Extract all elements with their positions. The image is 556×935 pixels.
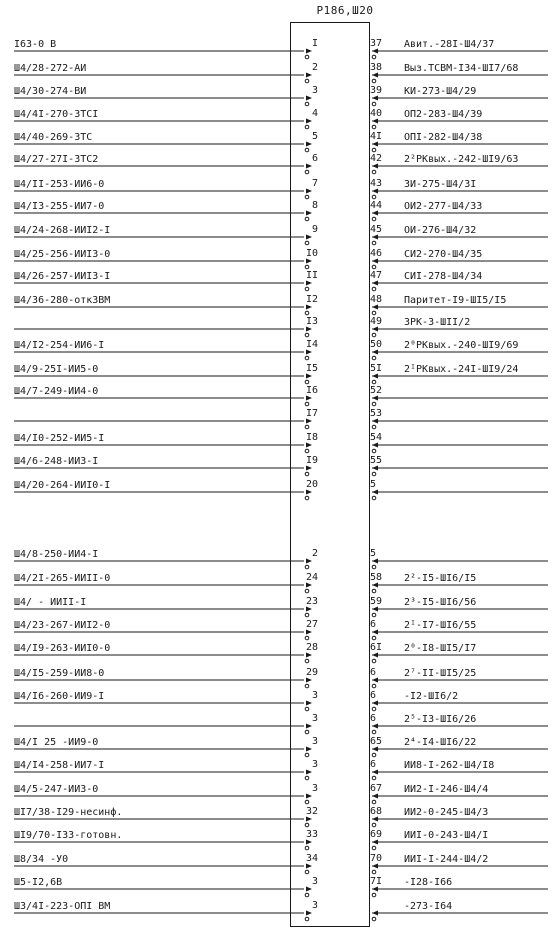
left-pin-dot	[305, 846, 309, 850]
left-pin-dot	[305, 102, 309, 106]
left-wire-label: Ш8/34 -У0	[14, 854, 69, 865]
right-wire-label: ИИ2-I-246-Ш4/4	[404, 784, 489, 795]
right-pin-number: 49	[370, 316, 383, 327]
left-wire-label: Ш4/I3-255-ИИ7-0	[14, 201, 105, 212]
left-wire-label: Ш4/II-253-ИИ6-0	[14, 179, 105, 190]
left-pin-dot	[305, 472, 309, 476]
right-pin-dot	[372, 79, 376, 83]
right-pin-number: 42	[370, 153, 383, 164]
right-wire-label: ИИI-0-243-Ш4/I	[404, 830, 489, 841]
left-pin-dot	[305, 311, 309, 315]
left-wire-label: Ш4/I9-263-ИИI0-0	[14, 643, 111, 654]
left-pin-dot	[305, 613, 309, 617]
right-pin-number: 38	[370, 62, 383, 73]
right-pin-number: 6	[370, 713, 377, 724]
left-pin-number: 3	[311, 713, 318, 724]
left-wire-label: Ш4/27-27I-ЗТС2	[14, 154, 99, 165]
right-wire-label: -I2-ШI6/2	[404, 691, 459, 702]
right-wire-label: 2⁵-I3-ШI6/26	[404, 714, 477, 725]
left-pin-dot	[305, 333, 309, 337]
left-wire-label: Ш3/4I-223-ОПI ВМ	[14, 901, 111, 912]
right-arrow	[372, 911, 378, 916]
right-pin-number: 4I	[370, 131, 383, 142]
right-pin-dot	[372, 170, 376, 174]
right-wire-label: 2²-I5-ШI6/I5	[404, 573, 477, 584]
right-pin-dot	[372, 241, 376, 245]
left-pin-dot	[305, 380, 309, 384]
left-pin-dot	[305, 893, 309, 897]
right-pin-number: 40	[370, 108, 383, 119]
left-pin-dot	[305, 287, 309, 291]
left-wire-label: Ш4/7-249-ИИ4-0	[14, 386, 99, 397]
right-pin-dot	[372, 707, 376, 711]
left-pin-dot	[305, 565, 309, 569]
left-pin-number: 34	[305, 853, 318, 864]
right-wire-label: -I28-I66	[404, 877, 453, 888]
right-wire-label: 2²РКвых.-242-ШI9/63	[404, 154, 519, 165]
right-pin-dot	[372, 565, 376, 569]
right-pin-dot	[372, 380, 376, 384]
connector-title: Р186,Ш20	[316, 4, 374, 17]
right-wire-label: 2⁴-I4-ШI6/22	[404, 737, 477, 748]
right-wire-label: КИ-273-Ш4/29	[404, 86, 477, 97]
right-pin-dot	[372, 195, 376, 199]
left-pin-dot	[305, 823, 309, 827]
right-pin-dot	[372, 125, 376, 129]
left-pin-number: 33	[305, 829, 318, 840]
right-pin-number: 43	[370, 178, 383, 189]
right-pin-dot	[372, 55, 376, 59]
left-wire-label: Ш5-I2,6В	[14, 877, 63, 888]
right-pin-dot	[372, 287, 376, 291]
left-pin-number: I	[311, 38, 318, 49]
left-pin-number: 28	[305, 642, 318, 653]
left-wire-label: Ш4/25-256-ИИI3-0	[14, 249, 111, 260]
left-pin-number: 6	[311, 153, 318, 164]
right-wire-label: -273-I64	[404, 901, 453, 912]
right-pin-dot	[372, 800, 376, 804]
left-pin-dot	[305, 730, 309, 734]
right-wire-label: Выз.ТСВМ-I34-ШI7/68	[404, 63, 519, 74]
right-wire-label: ИИI-I-244-Ш4/2	[404, 854, 489, 865]
left-wire-label: Ш4/24-268-ИИI2-I	[14, 225, 111, 236]
left-wire-label: Ш4/8-250-ИИ4-I	[14, 549, 99, 560]
left-pin-dot	[305, 636, 309, 640]
left-wire-label: Ш4/I5-259-ИИ8-0	[14, 668, 105, 679]
right-pin-number: 65	[370, 736, 383, 747]
left-pin-number: 23	[305, 596, 318, 607]
right-pin-dot	[372, 311, 376, 315]
left-pin-number: I6	[305, 385, 318, 396]
right-pin-number: 67	[370, 783, 383, 794]
right-wire-label: СИI-278-Ш4/34	[404, 271, 483, 282]
left-pin-number: 3	[311, 783, 318, 794]
left-wire-label: Ш4/20-264-ИИI0-I	[14, 480, 111, 491]
left-wire-label: Ш4/9-25I-ИИ5-0	[14, 364, 99, 375]
left-pin-number: I0	[305, 248, 318, 259]
right-pin-number: 39	[370, 85, 383, 96]
right-pin-dot	[372, 917, 376, 921]
left-pin-number: 2	[311, 62, 318, 73]
right-wire-label: 2ᴵ-I7-ШI6/55	[404, 620, 477, 631]
left-pin-number: 3	[311, 876, 318, 887]
left-pin-number: 32	[305, 806, 318, 817]
right-pin-dot	[372, 893, 376, 897]
right-wire-label: Авит.-28I-Ш4/37	[404, 39, 495, 50]
left-pin-dot	[305, 402, 309, 406]
right-pin-number: 52	[370, 385, 383, 396]
right-wire-label: ЗИ-275-Ш4/3I	[404, 179, 477, 190]
left-pin-number: 8	[311, 200, 318, 211]
right-pin-dot	[372, 846, 376, 850]
left-pin-dot	[305, 265, 309, 269]
left-wire-label: Ш4/36-280-откЗВМ	[14, 295, 111, 306]
right-pin-dot	[372, 102, 376, 106]
right-pin-number: 70	[370, 853, 383, 864]
right-wire-label: ЗРК-3-ШII/2	[404, 317, 471, 328]
right-pin-number: 45	[370, 224, 383, 235]
left-pin-dot	[305, 195, 309, 199]
left-pin-dot	[305, 449, 309, 453]
left-pin-dot	[305, 589, 309, 593]
right-wire-label: 2⁰-I8-ШI5/I7	[404, 643, 477, 654]
left-wire-label: ШI7/38-I29-несинф.	[14, 807, 123, 818]
right-pin-number: 5I	[370, 363, 383, 374]
left-wire-label: Ш4/I6-260-ИИ9-I	[14, 691, 105, 702]
right-pin-number: 6I	[370, 642, 383, 653]
left-pin-number: II	[305, 270, 318, 281]
right-pin-number: 5	[370, 479, 377, 490]
left-pin-dot	[305, 425, 309, 429]
left-pin-number: I3	[305, 316, 318, 327]
right-pin-number: 55	[370, 455, 383, 466]
right-pin-dot	[372, 265, 376, 269]
left-pin-dot	[305, 659, 309, 663]
left-pin-number: 24	[305, 572, 318, 583]
right-pin-dot	[372, 496, 376, 500]
right-pin-dot	[372, 356, 376, 360]
right-pin-number: 48	[370, 294, 383, 305]
left-wire-label: Ш4/I 25 -ИИ9-0	[14, 737, 99, 748]
right-pin-dot	[372, 684, 376, 688]
right-pin-number: 54	[370, 432, 383, 443]
right-pin-dot	[372, 425, 376, 429]
right-pin-number: 58	[370, 572, 383, 583]
right-pin-dot	[372, 823, 376, 827]
left-pin-dot	[305, 170, 309, 174]
right-wire-label: 2ᴵРКвых.-24I-ШI9/24	[404, 364, 519, 375]
left-pin-number: 3	[311, 690, 318, 701]
left-pin-dot	[305, 356, 309, 360]
right-wire-label: ОИ2-277-Ш4/33	[404, 201, 483, 212]
left-pin-number: 3	[311, 85, 318, 96]
right-pin-number: 59	[370, 596, 383, 607]
right-pin-number: 46	[370, 248, 383, 259]
right-pin-number: 47	[370, 270, 383, 281]
right-wire-label: ОИ-276-Ш4/32	[404, 225, 477, 236]
right-pin-number: 37	[370, 38, 383, 49]
right-pin-dot	[372, 333, 376, 337]
left-pin-number: 29	[305, 667, 318, 678]
left-pin-dot	[305, 707, 309, 711]
left-pin-number: I5	[305, 363, 318, 374]
right-wire-label: 2³-I5-ШI6/56	[404, 597, 477, 608]
left-pin-number: 2	[311, 548, 318, 559]
right-pin-dot	[372, 730, 376, 734]
right-pin-dot	[372, 753, 376, 757]
left-pin-dot	[305, 800, 309, 804]
left-wire-label: Ш4/I2-254-ИИ6-I	[14, 340, 105, 351]
left-pin-number: 7	[311, 178, 318, 189]
left-wire-label: ШI9/70-I33-готовн.	[14, 830, 123, 841]
right-pin-dot	[372, 402, 376, 406]
right-pin-number: 7I	[370, 876, 383, 887]
left-pin-number: 4	[311, 108, 318, 119]
right-wire-label: ОП2-283-Ш4/39	[404, 109, 483, 120]
right-pin-dot	[372, 659, 376, 663]
right-pin-number: 6	[370, 759, 377, 770]
left-pin-dot	[305, 917, 309, 921]
left-wire-label: I63-0 В	[14, 39, 57, 50]
left-wire-label: Ш4/40-269-ЗТС	[14, 132, 93, 143]
right-pin-number: 6	[370, 619, 377, 630]
right-pin-number: 50	[370, 339, 383, 350]
right-wire-label: 2⁷-II-ШI5/25	[404, 668, 477, 679]
left-wire-label: Ш4/30-274-ВИ	[14, 86, 87, 97]
left-wire-label: Ш4/2I-265-ИИII-0	[14, 573, 111, 584]
right-pin-dot	[372, 870, 376, 874]
left-pin-number: 5	[311, 131, 318, 142]
left-pin-dot	[305, 79, 309, 83]
right-pin-number: 69	[370, 829, 383, 840]
left-pin-number: 27	[305, 619, 318, 630]
left-pin-dot	[305, 870, 309, 874]
right-pin-number: 53	[370, 408, 383, 419]
left-pin-dot	[305, 684, 309, 688]
right-pin-number: 5	[370, 548, 377, 559]
right-wire-label: ИИ2-0-245-Ш4/3	[404, 807, 489, 818]
left-pin-number: 3	[311, 900, 318, 911]
left-wire-label: Ш4/6-248-ИИ3-I	[14, 456, 99, 467]
right-pin-dot	[372, 776, 376, 780]
left-wire-label: Ш4/28-272-АИ	[14, 63, 87, 74]
left-pin-dot	[305, 776, 309, 780]
right-pin-dot	[372, 472, 376, 476]
right-wire-label: 2⁰РКвых.-240-ШI9/69	[404, 340, 519, 351]
right-pin-number: 44	[370, 200, 383, 211]
left-pin-number: 9	[311, 224, 318, 235]
right-pin-dot	[372, 148, 376, 152]
right-pin-dot	[372, 636, 376, 640]
right-wire-label: ОПI-282-Ш4/38	[404, 132, 483, 143]
right-pin-dot	[372, 613, 376, 617]
right-wire-label: ИИ8-I-262-Ш4/I8	[404, 760, 495, 771]
left-pin-dot	[305, 55, 309, 59]
left-pin-number: 3	[311, 759, 318, 770]
left-pin-dot	[305, 125, 309, 129]
right-wire-label: Паритет-I9-ШI5/I5	[404, 295, 507, 306]
left-pin-number: I2	[305, 294, 318, 305]
left-wire-label: Ш4/23-267-ИИI2-0	[14, 620, 111, 631]
left-wire-label: Ш4/I4-258-ИИ7-I	[14, 760, 105, 771]
left-wire-label: Ш4/I0-252-ИИ5-I	[14, 433, 105, 444]
left-pin-number: 20	[305, 479, 318, 490]
left-pin-number: I4	[305, 339, 318, 350]
left-pin-dot	[305, 753, 309, 757]
left-wire-label: Ш4/5-247-ИИ3-0	[14, 784, 99, 795]
left-pin-dot	[305, 148, 309, 152]
right-pin-number: 68	[370, 806, 383, 817]
right-pin-dot	[372, 589, 376, 593]
left-pin-number: I9	[305, 455, 318, 466]
right-pin-number: 6	[370, 690, 377, 701]
right-wire-label: СИ2-270-Ш4/35	[404, 249, 483, 260]
left-pin-number: 3	[311, 736, 318, 747]
left-wire-label: Ш4/26-257-ИИI3-I	[14, 271, 111, 282]
right-pin-dot	[372, 449, 376, 453]
left-wire-label: Ш4/ - ИИII-I	[14, 597, 87, 608]
left-pin-dot	[305, 496, 309, 500]
left-pin-number: I7	[305, 408, 318, 419]
left-pin-dot	[305, 241, 309, 245]
left-wire-label: Ш4/4I-270-ЗТСI	[14, 109, 99, 120]
left-pin-dot	[305, 217, 309, 221]
right-pin-number: 6	[370, 667, 377, 678]
left-pin-number: I8	[305, 432, 318, 443]
right-pin-dot	[372, 217, 376, 221]
